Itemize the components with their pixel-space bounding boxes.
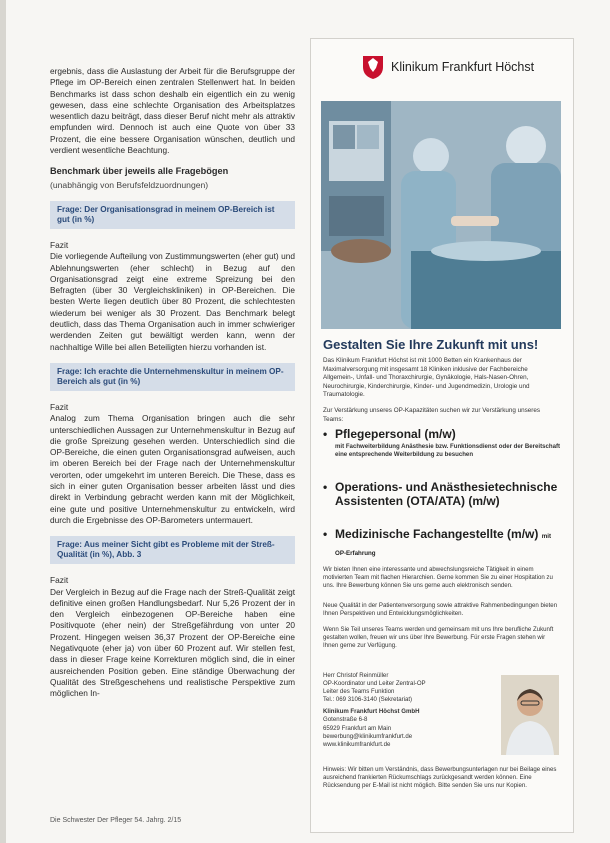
position-title-text: Medizinische Fachangestellte (m/w) xyxy=(335,527,539,541)
ad-headline: Gestalten Sie Ihre Zukunft mit uns! xyxy=(323,337,539,352)
benchmark-subheading: (unabhängig von Berufsfeldzuordnungen) xyxy=(50,179,209,190)
fazit-label: Fazit xyxy=(50,239,69,250)
position-description: mit Fachweiterbildung Anästhesie bzw. Funktionsdienst oder der Bereitschaft eine entsprechende Weiterbildung zu besuchen xyxy=(335,443,561,458)
address-city: 65929 Frankfurt am Main xyxy=(323,724,392,732)
ad-intro-text: Das Klinikum Frankfurt Höchst ist mit 1000 Betten ein Krankenhaus der Maximalversorgung mit insgesamt 18 Kliniken inklusive der Fachbereiche Allgemein-, Unfall- und Thoraxchirurgie, Gynäkologie, Hals-Nasen-Ohren, Neurochirurgie, Kinderchirurgie, Kinder- und Jugendmedizin, Urologie und Traumatologie. xyxy=(323,357,530,398)
position-nursing xyxy=(323,427,563,459)
question-box-organisation: Frage: Der Organisationsgrad in meinem OP-Bereich ist gut (in %) xyxy=(50,201,295,229)
page-footer: Die Schwester Der Pfleger 54. Jahrg. 2/15 xyxy=(50,817,182,824)
address-street: Gotenstraße 6-8 xyxy=(323,716,368,724)
person-portrait-illustration xyxy=(501,675,559,755)
job-advertisement xyxy=(310,38,574,833)
position-requirement: mit OP-Erfahrung xyxy=(335,533,552,557)
website-link[interactable]: www.klinikumfrankfurt.de xyxy=(323,740,391,748)
fazit-paragraph: Analog zum Thema Organisation bringen auch die sehr unterschiedlichen Aussagen zur Unternehmenskultur in Bezug auf die große Spreizung gesehen werden. Unterschiedlich sind die OP-Bereiche, die einen guten Organisationsgrad aufweisen, auch im oberen Bereich bei der Frage nach der Unternehmenskultur verorten, oder umgekehrt im unteren Bereich. Die These, dass es sich in einer guten Organisation besser arbeiten lässt und dies direkt in Verbindung gebracht werden kann mit der Möglichkeit, eine gute und positive Unternehmenskultur zu entwickeln, wird durch die Ergebnisse des OP-Barometers untermauert. xyxy=(50,413,295,525)
contact-function: Leiter des Teams Funktion xyxy=(323,688,395,696)
fazit-label: Fazit xyxy=(50,401,69,412)
contact-role: OP-Koordinator und Leiter Zentral-OP xyxy=(323,680,426,688)
fazit-label: Fazit xyxy=(50,575,69,586)
surgery-scene-illustration xyxy=(321,101,561,329)
surgery-photo xyxy=(321,101,561,329)
coat-of-arms-icon xyxy=(361,54,385,80)
ad-application-text: Wenn Sie Teil unseres Teams werden und gemeinsam mit uns Ihre berufliche Zukunft gestalten wollen, freuen wir uns über Ihre Bewerbung. Für erste Fragen stehen wir Ihnen gerne zur Verfügung. xyxy=(323,626,554,650)
benchmark-heading: Benchmark über jeweils alle Fragebögen xyxy=(50,166,229,177)
article-column xyxy=(50,66,295,709)
intro-paragraph: ergebnis, dass die Auslastung der Arbeit für die Berufsgruppe der Pflege im OP-Bereich einen zentralen Stellenwert hat. In beiden Benchmarks ist dass schon deshalb ein eigentlich ein zu wenig gewesen, dass eine schlechte Organisation des Arbeitsplatzes wesentlich dazu beiträgt, dass dieser Beruf nicht mehr als attraktiv empfunden wird. Dennoch ist auch eine Quote von über 33 Prozent, die eine bessere Organisation wünschen, deutlich und verdient wesentliche Beachtung. xyxy=(50,66,295,156)
clinic-logo xyxy=(361,53,534,81)
ad-note: Hinweis: Wir bitten um Verständnis, dass Bewerbungsunterlagen nur bei Beilage eines ausreichend frankierten Rückumschlags zurückgesandt werden können. Eine Rücksendung per E-Mail ist nicht möglich. Bitte senden Sie uns nur Kopien. xyxy=(323,766,557,790)
clinic-name: Klinikum Frankfurt Höchst xyxy=(391,60,535,74)
contact-email[interactable]: bewerbung@klinikumfrankfurt.de xyxy=(323,732,413,740)
position-title: • Pflegepersonal (m/w) xyxy=(323,427,563,441)
contact-phone: Tel.: 069 3106-3140 (Sekretariat) xyxy=(323,696,413,704)
fazit-paragraph: Die vorliegende Aufteilung von Zustimmungswerten (eher gut) und Ablehnungswerten (eher schlecht) in Bezug auf den Organisationsgrad zeigt eine extreme Spreizung bei den Befragten (über 30 Vergleichskliniken) in OP-Bereichen. Die besten Werte liegen deutlich über 80 Prozent, die schlechtesten wiederum bei weniger als 30 Prozent. Das Benchmark belegt deutlich, dass das Thema Organisation auch in immer schwieriger werdenden Zeiten gut bewältigt werden kann, wenn der nachhaltige Wille bei allen Beteiligten hierzu vorhanden ist. xyxy=(50,251,295,352)
question-box-stress: Frage: Aus meiner Sicht gibt es Probleme mit der Streß-Qualität (in %), Abb. 3 xyxy=(50,536,295,564)
company-name: Klinikum Frankfurt Höchst GmbH xyxy=(323,708,420,716)
ad-offer-text: Wir bieten Ihnen eine interessante und abwechslungsreiche Tätigkeit in einem motivierten Team mit flachen Hierarchien. Gerne kommen Sie zu einer Hospitation zu uns. Ihre Bewerbung können Sie uns gerne auch elektronisch senden. xyxy=(323,566,553,590)
contact-portrait xyxy=(501,675,559,755)
position-title xyxy=(323,527,563,561)
contact-name: Herr Christof Reinmüller xyxy=(323,672,389,679)
position-mfa xyxy=(323,527,563,561)
position-title: • Operations- und Anästhesietechnische Assistenten (OTA/ATA) (m/w) xyxy=(323,480,563,508)
position-ota-ata xyxy=(323,480,563,508)
page-edge xyxy=(0,0,6,843)
contact-block xyxy=(323,672,493,749)
ad-quality-text: Neue Qualität in der Patientenversorgung sowie attraktive Rahmenbedingungen bieten Ihnen Perspektiven und Entwicklungsmöglichkeiten. xyxy=(323,602,558,618)
question-box-culture: Frage: Ich erachte die Unternehmenskultur in meinem OP-Bereich als gut (in %) xyxy=(50,363,295,391)
fazit-paragraph: Der Vergleich in Bezug auf die Frage nach der Streß-Qualität zeigt definitive einen großen Handlungsbedarf. Nur 5,26 Prozent der in den Vergleich einbezogenen OP-Bereiche haben eine Positivquote (eher nein) der Streßgefährdung von unter 20 Prozent. Hingegen weisen 36,37 Prozent der OP-Bereiche eine Negativquote (eher ja) von über 60 Prozent auf. Wir stellen fest, dass in dieser Frage keine Korrekturen möglich sind, die in einer ausreichenden Position geben. Eine ständige Überwachung der Qualität des Streßgeschehens und realistische Perspektive zum möglichen In- xyxy=(50,586,295,699)
ad-claim-text: Zur Verstärkung unseres OP-Kapazitäten suchen wir zur Verstärkung unseres Teams: xyxy=(323,407,540,423)
